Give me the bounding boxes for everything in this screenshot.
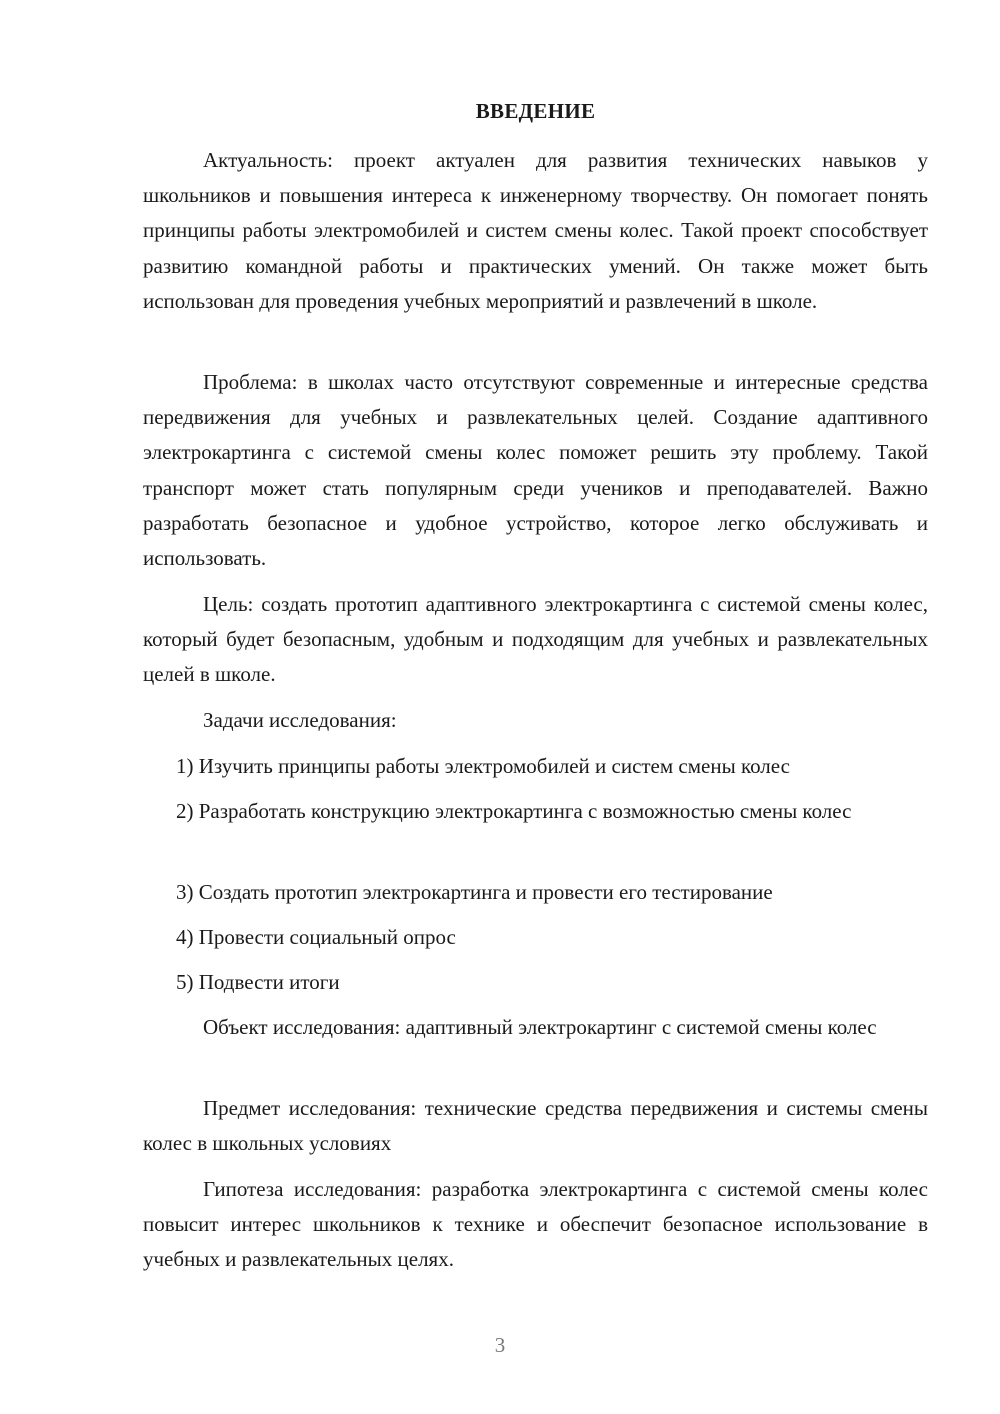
task-item-4: 4) Провести социальный опрос [176, 925, 456, 949]
hypothesis-paragraph: Гипотеза исследования: разработка электрокартинга с системой смены колес повысит интерес школьников к технике и обеспечит безопасное использование в учебных и развлекательных целях. [143, 1177, 928, 1272]
problem-paragraph: Проблема: в школах часто отсутствуют современные и интересные средства передвижения для учебных и развлекательных целей. Создание адаптивного электрокартинга с системой смены колес поможет решить эту проблему. Такой транспорт может стать популярным среди учеников и преподавателей. Важно разработать безопасное и удобное устройство, которое легко обслуживать и использовать. [143, 370, 928, 571]
object-paragraph: Объект исследования: адаптивный электрокартинг с системой смены колес [203, 1015, 877, 1039]
relevance-paragraph: Актуальность: проект актуален для развития технических навыков у школьников и повышения интереса к инженерному творчеству. Он помогает понять принципы работы электромобилей и систем смены колес. Такой проект способствует развитию командной работы и практических умений. Он также может быть использован для проведения учебных мероприятий и развлечений в школе. [143, 148, 928, 313]
tasks-heading: Задачи исследования: [203, 708, 397, 732]
task-item-5: 5) Подвести итоги [176, 970, 340, 994]
task-item-1: 1) Изучить принципы работы электромобилей и систем смены колес [176, 754, 790, 778]
task-item-2: 2) Разработать конструкцию электрокартинга с возможностью смены колес [176, 799, 852, 823]
page-number: 3 [494, 1333, 506, 1357]
subject-paragraph: Предмет исследования: технические средства передвижения и системы смены колес в школьных условиях [143, 1096, 928, 1156]
goal-paragraph: Цель: создать прототип адаптивного электрокартинга с системой смены колес, который будет безопасным, удобным и подходящим для учебных и развлекательных целей в школе. [143, 592, 928, 687]
section-title: ВВЕДЕНИЕ [475, 99, 596, 123]
task-item-3: 3) Создать прототип электрокартинга и провести его тестирование [176, 880, 773, 904]
